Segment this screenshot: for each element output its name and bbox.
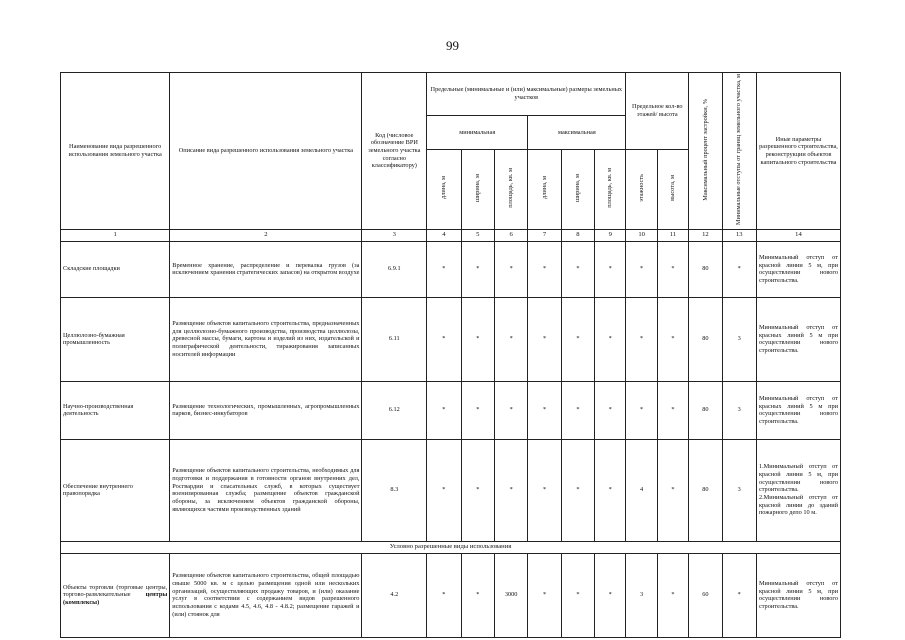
- row-value: *: [561, 297, 594, 381]
- row-name: [61, 553, 170, 637]
- row-value: *: [528, 439, 561, 541]
- row-value: *: [657, 381, 688, 439]
- row-code: 6.12: [362, 381, 427, 439]
- row-value: *: [494, 297, 527, 381]
- header-description: Описание вида разрешенного использования земельного участка: [170, 73, 362, 230]
- table-row: [61, 381, 841, 439]
- header-code: Код (числовое обозначение ВРИ земельного участка согласно классификатору): [362, 73, 427, 230]
- row-description: Временное хранение, распределение и перевалка грузов (за исключением хранения стратегических запасов) на открытом воздухе: [170, 241, 362, 297]
- row-value: *: [626, 381, 657, 439]
- row-value: *: [626, 297, 657, 381]
- column-number: 9: [595, 229, 626, 241]
- row-value: *: [461, 439, 494, 541]
- row-code: 6.11: [362, 297, 427, 381]
- column-number: 11: [657, 229, 688, 241]
- row-value: 3: [722, 439, 756, 541]
- row-name: Обеспечение внутреннего правопорядка: [61, 439, 170, 541]
- page-number: 99: [446, 38, 459, 53]
- header-floors: этажность: [626, 149, 657, 229]
- row-name-text: Объекты торговли (торговые центры, торгово-развлекательные: [63, 583, 168, 599]
- row-value: *: [657, 297, 688, 381]
- table-row: [61, 297, 841, 381]
- row-value: *: [561, 553, 594, 637]
- header-max-length: длина, м: [528, 149, 561, 229]
- row-value: *: [561, 439, 594, 541]
- row-value: 3: [626, 553, 657, 637]
- header-min-width: ширина, м: [461, 149, 494, 229]
- row-description: Размещение объектов капитального строительства, предназначенных для целлюлозно-бумажного производства, производства целлюлозы, древесной массы, бумаги, картона и изделий из них, издательской и полиграфической деятельности, тиражирования записанных носителей информации: [170, 297, 362, 381]
- row-value: *: [722, 553, 756, 637]
- row-value: *: [595, 439, 626, 541]
- row-code: 4.2: [362, 553, 427, 637]
- row-value: *: [528, 381, 561, 439]
- header-limits: Предельные (минимальные и (или) максимальные) размеры земельных участков: [427, 73, 626, 116]
- row-other: 1.Минимальный отступ от красной линии 5 м, при осуществлении нового строительства. 2.Минимальный отступ от красной линии до зданий пожарного депо 10 м.: [756, 439, 840, 541]
- column-number-row: [61, 229, 841, 241]
- row-description: Размещение объектов капитального строительства, необходимых для подготовки и поддержания в готовности органов внутренних дел, Росгвардии и спасательных служб, в которых существует военизированная служба; размещение объектов гражданской обороны, за исключением объектов гражданской обороны, являющихся частями производственных зданий: [170, 439, 362, 541]
- row-description: Размещение объектов капитального строительства, общей площадью свыше 5000 кв. м с целью размещения одной или нескольких организаций, осуществляющих продажу товаров, и (или) оказание услуг в соответствии с содержанием видов разрешенного использования с кодами 4.5, 4.6, 4.8 - 4.8.2; размещение гаражей и (или) стоянок для: [170, 553, 362, 637]
- header-maximal: максимальная: [528, 116, 626, 150]
- row-name: Целлюлозно-бумажная промышленность: [61, 297, 170, 381]
- row-value: *: [494, 241, 527, 297]
- row-value: *: [657, 439, 688, 541]
- row-value: *: [595, 553, 626, 637]
- row-description: Размещение технологических, промышленных, агропромышленных парков, бизнес-инкубаторов: [170, 381, 362, 439]
- row-value: *: [657, 241, 688, 297]
- row-value: *: [427, 297, 461, 381]
- row-value: *: [461, 381, 494, 439]
- zoning-regulations-table: [60, 72, 841, 638]
- row-other: Минимальный отступ от красной линии 5 м, при осуществлении нового строительства.: [756, 553, 840, 637]
- row-code: 8.3: [362, 439, 427, 541]
- row-value: *: [427, 439, 461, 541]
- row-value: 80: [689, 297, 722, 381]
- header-coverage: Максимальный процент застройки, %: [689, 73, 722, 230]
- row-value: *: [461, 297, 494, 381]
- row-value: *: [461, 553, 494, 637]
- column-number: 4: [427, 229, 461, 241]
- row-name-bold-text: центры (комплексы): [63, 591, 168, 607]
- row-value: *: [427, 553, 461, 637]
- column-number: 1: [61, 229, 170, 241]
- header-height: высота, м: [657, 149, 688, 229]
- row-value: *: [595, 297, 626, 381]
- header-max-area: площадь, кв. м: [595, 149, 626, 229]
- row-value: *: [427, 381, 461, 439]
- row-value: *: [595, 241, 626, 297]
- row-code: 6.9.1: [362, 241, 427, 297]
- row-other: Минимальный отступ от красных линий 5 м при осуществлении нового строительства.: [756, 381, 840, 439]
- row-value: *: [657, 553, 688, 637]
- row-value: *: [561, 241, 594, 297]
- header-name: Наименование вида разрешенного использования земельного участка: [61, 73, 170, 230]
- row-name: Складские площадки: [61, 241, 170, 297]
- row-value: 3000: [494, 553, 527, 637]
- row-value: *: [626, 241, 657, 297]
- header-min-length: длина, м: [427, 149, 461, 229]
- row-value: *: [427, 241, 461, 297]
- row-value: 3: [722, 381, 756, 439]
- header-floors-group: Предельное кол-во этажей/ высота: [626, 73, 689, 150]
- column-number: 8: [561, 229, 594, 241]
- row-value: 80: [689, 381, 722, 439]
- row-value: *: [595, 381, 626, 439]
- header-setbacks: Минимальные отступы от границ земельного участка, м: [722, 73, 756, 230]
- row-value: *: [722, 241, 756, 297]
- row-value: *: [528, 297, 561, 381]
- header-min-area: площадь, кв. м: [494, 149, 527, 229]
- column-number: 13: [722, 229, 756, 241]
- row-other: Минимальный отступ от красных линий 5 м при осуществлении нового строительства.: [756, 297, 840, 381]
- column-number: 14: [756, 229, 840, 241]
- row-value: *: [494, 381, 527, 439]
- header-max-width: ширина, м: [561, 149, 594, 229]
- row-value: *: [561, 381, 594, 439]
- row-name: Научно-производственная деятельность: [61, 381, 170, 439]
- column-number: 2: [170, 229, 362, 241]
- row-value: *: [528, 241, 561, 297]
- table-row: [61, 241, 841, 297]
- row-value: 60: [689, 553, 722, 637]
- column-number: 10: [626, 229, 657, 241]
- header-other: Иные параметры разрешенного строительства, реконструкции объектов капитального строительства: [756, 73, 840, 230]
- column-number: 5: [461, 229, 494, 241]
- column-number: 7: [528, 229, 561, 241]
- column-number: 6: [494, 229, 527, 241]
- row-other: Минимальный отступ от красной линии 5 м, при осуществлении нового строительства.: [756, 241, 840, 297]
- section-header-row: [61, 541, 841, 553]
- row-value: 3: [722, 297, 756, 381]
- table-row: [61, 553, 841, 637]
- row-value: *: [494, 439, 527, 541]
- header-minimal: минимальная: [427, 116, 528, 150]
- table-row: [61, 439, 841, 541]
- row-value: *: [461, 241, 494, 297]
- section-title: Условно разрешенные виды использования: [61, 541, 841, 553]
- row-value: 80: [689, 241, 722, 297]
- row-value: 4: [626, 439, 657, 541]
- row-value: *: [528, 553, 561, 637]
- row-value: 80: [689, 439, 722, 541]
- column-number: 3: [362, 229, 427, 241]
- column-number: 12: [689, 229, 722, 241]
